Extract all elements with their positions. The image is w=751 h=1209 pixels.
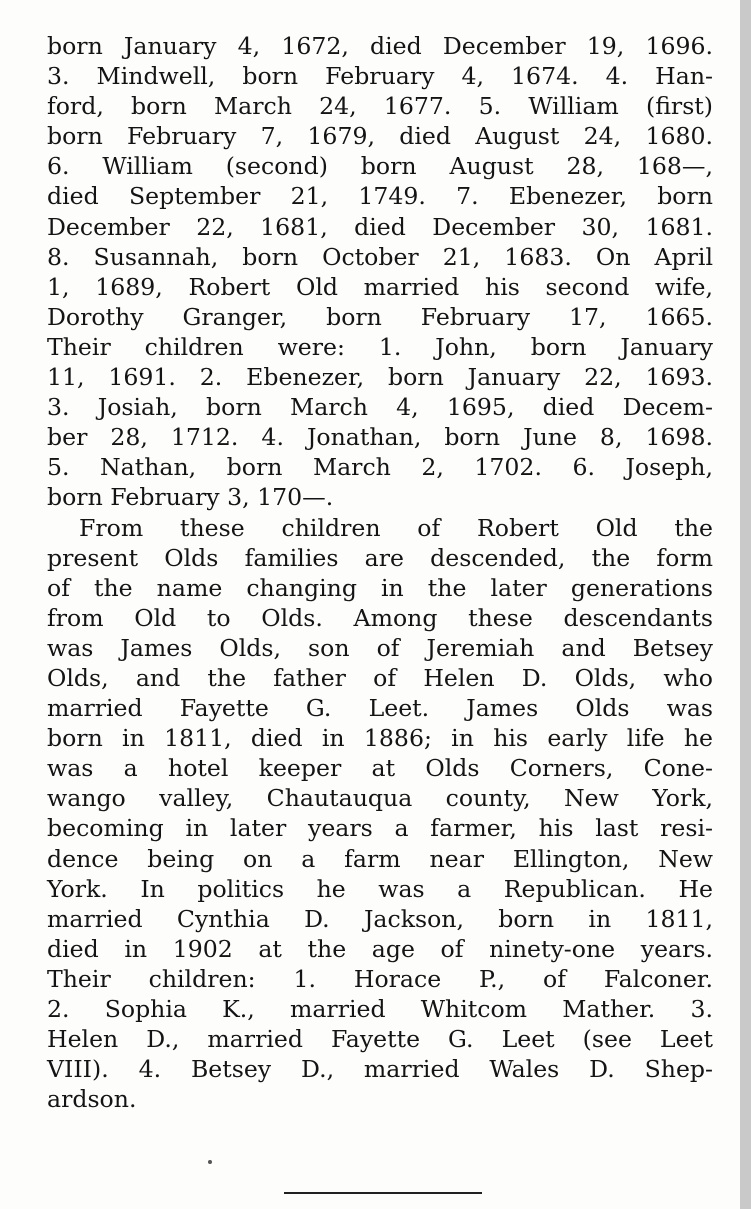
text-line: 2. Sophia K., married Whitcom Mather. 3. <box>47 995 713 1023</box>
text-line: married Cynthia D. Jackson, born in 1811, <box>47 904 713 933</box>
text-line: December 22, 1681, died December 30, 1681. <box>47 212 713 241</box>
text-line: Helen D., married Fayette G. Leet (see Leet <box>47 1025 713 1054</box>
text-line: of the name changing in the later generations <box>47 573 713 602</box>
text-line: born February 7, 1679, died August 24, 1680. <box>47 122 713 151</box>
text-line: 6. William (second) born August 28, 168—, <box>47 152 713 181</box>
text-line: Dorothy Granger, born February 17, 1665. <box>47 302 713 331</box>
text-line: born January 4, 1672, died December 19, 1696. <box>47 32 713 60</box>
paragraph <box>47 31 713 513</box>
text-line: dence being on a farm near Ellington, New <box>47 844 713 873</box>
paragraph <box>47 513 713 1115</box>
text-line: died in 1902 at the age of ninety-one years. <box>47 934 713 963</box>
text-line: Their children: 1. Horace P., of Falconer. <box>47 964 713 993</box>
text-line: 1, 1689, Robert Old married his second wife, <box>47 272 713 301</box>
text-line: was James Olds, son of Jeremiah and Betsey <box>47 633 713 662</box>
text-line: died September 21, 1749. 7. Ebenezer, born <box>47 182 713 211</box>
text-line: 11, 1691. 2. Ebenezer, born January 22, 1693. <box>47 363 713 392</box>
print-speck <box>208 1160 212 1164</box>
text-line: born in 1811, died in 1886; in his early life he <box>47 724 713 753</box>
text-line: becoming in later years a farmer, his last resi- <box>47 814 713 843</box>
text-line: ardson. <box>47 1085 137 1114</box>
text-column <box>47 31 713 1114</box>
text-line: born February 3, 170—. <box>47 483 334 512</box>
text-line: from Old to Olds. Among these descendants <box>47 603 713 632</box>
text-line: present Olds families are descended, the form <box>47 543 713 572</box>
text-line: ber 28, 1712. 4. Jonathan, born June 8, 1698. <box>47 423 713 452</box>
section-divider-rule <box>284 1192 482 1194</box>
text-line: York. In politics he was a Republican. He <box>47 874 713 903</box>
text-line: ford, born March 24, 1677. 5. William (first) <box>47 92 713 121</box>
text-line: wango valley, Chautauqua county, New York, <box>47 784 713 813</box>
text-line: was a hotel keeper at Olds Corners, Cone- <box>47 754 713 783</box>
text-line: Olds, and the father of Helen D. Olds, who <box>47 663 713 692</box>
text-line: VIII). 4. Betsey D., married Wales D. Shep- <box>47 1055 713 1084</box>
text-line: Their children were: 1. John, born January <box>47 332 713 361</box>
text-line: 5. Nathan, born March 2, 1702. 6. Joseph, <box>47 453 713 482</box>
page-edge-shadow <box>740 0 751 1209</box>
text-line: 3. Mindwell, born February 4, 1674. 4. Han- <box>47 62 713 91</box>
text-line: From these children of Robert Old the <box>79 513 713 542</box>
text-line: 8. Susannah, born October 21, 1683. On April <box>47 242 713 271</box>
text-line: 3. Josiah, born March 4, 1695, died Decem- <box>47 393 713 422</box>
text-line: married Fayette G. Leet. James Olds was <box>47 694 713 723</box>
